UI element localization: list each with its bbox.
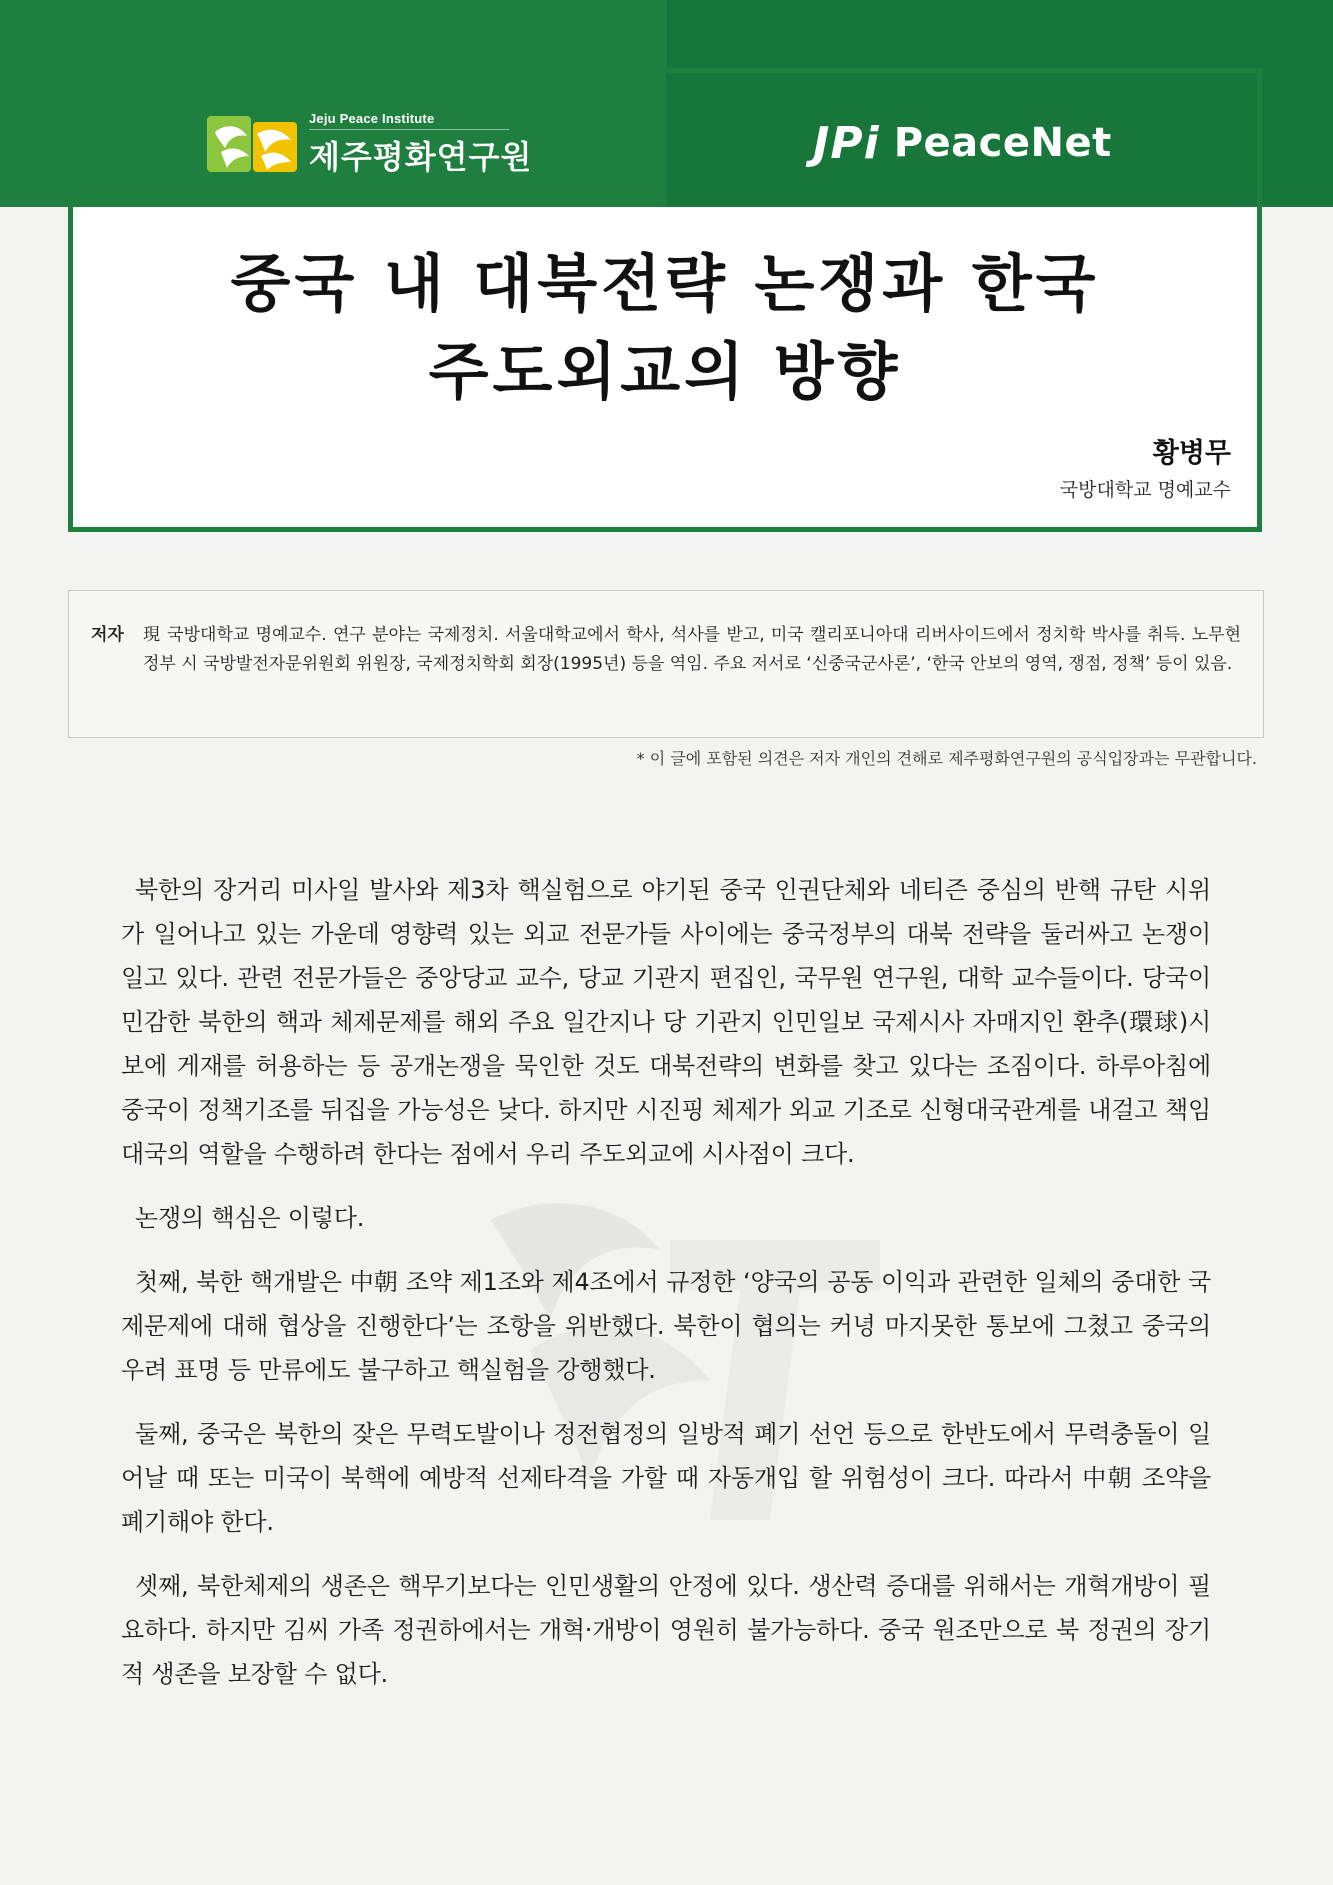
author-affiliation: 국방대학교 명예교수 bbox=[1059, 479, 1231, 501]
article-body bbox=[121, 868, 1211, 1716]
peacenet-name: PeaceNet bbox=[893, 120, 1112, 166]
logo-korean-name: 제주평화연구원 bbox=[309, 137, 533, 176]
bio-text: 現 국방대학교 명예교수. 연구 분야는 국제정치. 서울대학교에서 학사, 석사를 받고, 미국 캘리포니아대 리버사이드에서 정치학 박사를 취득. 노무현 정부 시 국방발전자문위원회 위원장, 국제정치학회 회장(1995년) 등을 역임. 주요 저서로 ‘신중국군사론’, ‘한국 안보의 영역, 쟁점, 정책’ 등이 있음. bbox=[143, 625, 1241, 674]
paragraph: 첫째, 북한 핵개발은 中朝 조약 제1조와 제4조에서 규정한 ‘양국의 공동 이익과 관련한 일체의 중대한 국제문제에 대해 협상을 진행한다’는 조항을 위반했다. 북한이 협의는 커녕 마지못한 통보에 그쳤고 중국의 우려 표명 등 만류에도 불구하고 핵실험을 강행했다. bbox=[121, 1268, 1211, 1384]
paragraph: 북한의 장거리 미사일 발사와 제3차 핵실험으로 야기된 중국 인권단체와 네티즌 중심의 반핵 규탄 시위가 일어나고 있는 가운데 영향력 있는 외교 전문가들 사이에는 중국정부의 대북 전략을 둘러싸고 논쟁이 일고 있다. 관련 전문가들은 중앙당교 교수, 당교 기관지 편집인, 국무원 연구원, 대학 교수들이다. 당국이 민감한 북한의 핵과 체제문제를 해외 주요 일간지나 당 기관지 인민일보 국제시사 자매지인 환추(環球)시보에 게재를 허용하는 등 공개논쟁을 묵인한 것도 대북전략의 변화를 찾고 있다는 조짐이다. 하루아침에 중국이 정책기조를 뒤집을 가능성은 낮다. 하지만 시진핑 체제가 외교 기조로 신형대국관계를 내걸고 책임 대국의 역할을 수행하려 한다는 점에서 우리 주도외교에 시사점이 크다. bbox=[121, 876, 1211, 1168]
disclaimer: * 이 글에 포함된 의견은 저자 개인의 견해로 제주평화연구원의 공식입장과는 무관합니다. bbox=[636, 749, 1257, 768]
jpi-peacenet-logo[interactable] bbox=[813, 113, 1112, 173]
jeju-peace-institute-logo[interactable] bbox=[207, 109, 532, 179]
header-divider bbox=[665, 73, 666, 207]
author-name: 황병무 bbox=[1152, 438, 1231, 469]
author-bio-box bbox=[68, 590, 1264, 738]
bio-label: 저자 bbox=[91, 625, 124, 645]
title-line-1: 중국 내 대북전략 논쟁과 한국 bbox=[230, 247, 1100, 320]
logo-english-name: Jeju Peace Institute bbox=[309, 111, 509, 130]
paragraph: 셋째, 북한체제의 생존은 핵무기보다는 인민생활의 안정에 있다. 생산력 증대를 위해서는 개혁개방이 필요하다. 하지만 김씨 가족 정권하에서는 개혁·개방이 영원히 불가능하다. 중국 원조만으로 북 정권의 장기적 생존을 보장할 수 없다. bbox=[121, 1572, 1211, 1688]
header-frame bbox=[68, 68, 1262, 532]
dove-logo-icon bbox=[207, 112, 299, 176]
paragraph: 논쟁의 핵심은 이렇다. bbox=[135, 1204, 365, 1232]
header-logo-bar bbox=[73, 73, 1257, 207]
jpi-mark: JPi bbox=[813, 117, 880, 169]
title-line-2: 주도외교의 방향 bbox=[428, 335, 902, 408]
paragraph: 둘째, 중국은 북한의 잦은 무력도발이나 정전협정의 일방적 폐기 선언 등으로 한반도에서 무력충돌이 일어날 때 또는 미국이 북핵에 예방적 선제타격을 가할 때 자동개입 할 위험성이 크다. 따라서 中朝 조약을 폐기해야 한다. bbox=[121, 1420, 1211, 1536]
